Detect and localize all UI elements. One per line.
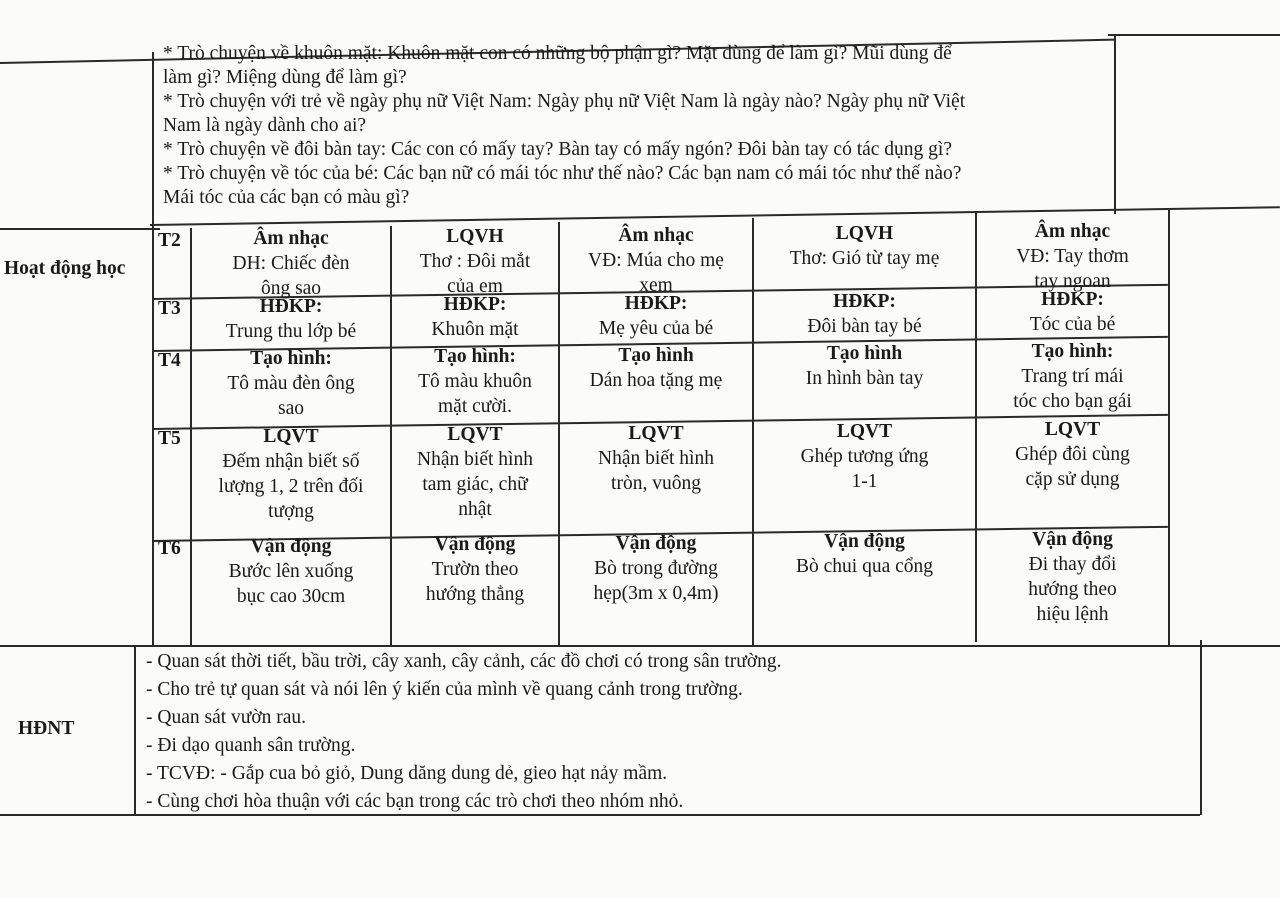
activity-text: tay ngoan <box>1034 271 1111 293</box>
activity-title: HĐKP: <box>1041 289 1104 311</box>
activity-text: hướng thẳng <box>425 584 525 606</box>
hdnt-line: - Quan sát vườn rau. <box>146 707 307 728</box>
activity-text: Đôi bàn tay bé <box>807 316 922 338</box>
activity-title: Tạo hình: <box>1031 341 1114 363</box>
activity-cell <box>754 529 975 579</box>
activity-cell <box>977 339 1168 414</box>
activity-text: Trang trí mái <box>1021 366 1124 388</box>
activity-title: HĐKP: <box>833 291 896 313</box>
intro-line: * Trò chuyện với trẻ về ngày phụ nữ Việt Nam: Ngày phụ nữ Việt Nam là ngày nào? Ngày phụ nữ Việt <box>163 91 966 112</box>
activity-title: Tạo hình: <box>250 348 332 369</box>
activity-cell <box>560 291 752 341</box>
intro-line: Nam là ngày dành cho ai? <box>163 115 367 136</box>
activity-title: Tạo hình: <box>434 346 516 368</box>
col5-border <box>1168 210 1170 645</box>
activity-text: sao <box>278 398 304 419</box>
activity-text: Thơ: Gió từ tay mẹ <box>789 248 940 270</box>
activity-text: Nhận biết hình <box>417 449 533 471</box>
hdnt-line: - Cùng chơi hòa thuận với các bạn trong các trò chơi theo nhóm nhỏ. <box>146 791 684 812</box>
activity-cell <box>392 224 558 299</box>
day-label: T2 <box>158 230 181 251</box>
activity-text: Nhận biết hình <box>598 447 714 469</box>
activity-text: Bò trong đường <box>594 557 718 579</box>
hdnt-line: - Quan sát thời tiết, bầu trời, cây xanh, cây cảnh, các đồ chơi có trong sân trường. <box>146 651 782 672</box>
activity-text: của em <box>447 276 503 298</box>
hdnt-line: - Đi dạo quanh sân trường. <box>146 735 356 756</box>
activity-text: Bò chui qua cổng <box>795 556 933 578</box>
activity-text: hiệu lệnh <box>1036 604 1109 626</box>
activity-cell <box>754 419 975 494</box>
activity-text: cặp sử dụng <box>1025 469 1120 491</box>
intro-line: làm gì? Miệng dùng để làm gì? <box>163 67 407 88</box>
top-border-right <box>1108 34 1280 36</box>
bottom-border <box>0 814 1200 816</box>
day-label: T6 <box>158 538 181 559</box>
hdnt-label: HĐNT <box>18 718 75 739</box>
intro-right-border <box>1114 34 1116 214</box>
activities-label: Hoạt động học <box>4 258 126 279</box>
activity-cell <box>754 341 975 391</box>
activity-cell <box>977 417 1168 492</box>
activity-text: tam giác, chữ <box>422 474 528 496</box>
activity-text: Tô màu khuôn <box>418 371 532 393</box>
activity-title: LQVT <box>836 421 893 443</box>
activity-text: Ghép tương ứng <box>800 446 929 468</box>
hdnt-line: - TCVĐ: - Gắp cua bỏ giỏ, Dung dăng dung dẻ, gieo hạt nảy mầm. <box>146 763 668 784</box>
intro-line: Mái tóc của các bạn có màu gì? <box>163 187 410 208</box>
activity-text: xem <box>639 274 673 296</box>
activity-cell <box>754 221 975 271</box>
activity-text: ông sao <box>260 278 322 299</box>
hdnt-top-border <box>0 645 1280 647</box>
activity-text: Khuôn mặt <box>431 319 519 341</box>
activity-text: tròn, vuông <box>611 472 701 494</box>
activity-title: LQVT <box>1044 419 1101 441</box>
hdnt-line: - Cho trẻ tự quan sát và nói lên ý kiến của mình về quang cảnh trong trường. <box>146 679 743 700</box>
activity-title: HĐKP: <box>443 294 507 316</box>
activity-text: Trung thu lớp bé <box>225 321 357 342</box>
activity-text: Trườn theo <box>431 559 519 581</box>
activity-text: DH: Chiếc đèn <box>232 253 350 274</box>
activity-title: LQVT <box>628 422 684 444</box>
activity-title: LQVH <box>835 223 894 245</box>
activity-text: 1-1 <box>851 471 878 493</box>
activity-text: Mẹ yêu của bé <box>598 317 714 339</box>
activity-text: lượng 1, 2 trên đối <box>218 476 364 497</box>
activity-cell <box>560 421 752 496</box>
activity-text: Đếm nhận biết số <box>222 451 360 472</box>
hdnt-label-border <box>134 645 136 815</box>
activity-text: nhật <box>458 499 492 521</box>
activity-title: LQVT <box>263 426 319 447</box>
activity-cell <box>392 532 558 607</box>
intro-line: * Trò chuyện về khuôn mặt: Khuôn mặt con có những bộ phận gì? Mặt dùng để làm gì? Mũi dùng để <box>163 43 952 64</box>
activity-cell <box>392 292 558 342</box>
activity-title: Vận động <box>824 531 905 553</box>
activity-text: Tóc của bé <box>1029 314 1116 336</box>
activity-title: Tạo hình <box>826 343 903 365</box>
activity-title: HĐKP: <box>624 292 688 314</box>
activity-text: VĐ: Múa cho mẹ <box>588 249 724 271</box>
activity-text: VĐ: Tay thơm <box>1016 246 1129 268</box>
activities-top-left <box>0 228 160 230</box>
activity-text: bục cao 30cm <box>236 586 346 607</box>
activity-title: HĐKP: <box>259 296 323 317</box>
activity-cell <box>192 534 390 609</box>
activity-title: LQVH <box>446 226 504 248</box>
activity-cell <box>560 343 752 393</box>
activity-title: Vận động <box>615 532 697 554</box>
hdnt-right-border <box>1200 640 1202 815</box>
activity-text: tượng <box>268 501 314 522</box>
activity-text: hẹp(3m x 0,4m) <box>593 582 719 604</box>
activity-cell <box>392 422 558 522</box>
activity-cell <box>560 223 752 298</box>
activity-cell <box>192 424 390 524</box>
activity-text: Ghép đôi cùng <box>1015 444 1130 466</box>
activity-cell <box>192 346 390 421</box>
activity-text: Thơ : Đôi mắt <box>419 251 531 273</box>
activity-text: mặt cười. <box>438 396 512 418</box>
activity-title: Tạo hình <box>618 344 694 366</box>
day-label: T5 <box>158 428 181 449</box>
activity-text: Tô màu đèn ông <box>227 373 355 394</box>
activity-title: Vận động <box>434 534 516 556</box>
activity-text: tóc cho bạn gái <box>1013 391 1132 413</box>
activity-cell <box>192 294 390 344</box>
activity-cell <box>977 527 1168 627</box>
activity-text: Đi thay đổi <box>1028 554 1117 576</box>
activity-title: Vận động <box>250 536 332 557</box>
intro-line: * Trò chuyện về tóc của bé: Các bạn nữ có mái tóc như thế nào? Các bạn nam có mái tóc như thế nào? <box>163 163 962 184</box>
activity-text: Bước lên xuống <box>228 561 354 582</box>
activity-title: Âm nhạc <box>1034 221 1111 243</box>
activity-cell <box>977 287 1168 337</box>
activity-text: Dán hoa tặng mẹ <box>589 369 723 391</box>
intro-line: * Trò chuyện về đôi bàn tay: Các con có mấy tay? Bàn tay có mấy ngón? Đôi bàn tay có tác dụng gì? <box>163 139 952 160</box>
activity-title: Âm nhạc <box>618 224 694 246</box>
activity-title: Vận động <box>1032 529 1113 551</box>
activity-text: In hình bàn tay <box>805 368 924 390</box>
activity-text: hướng theo <box>1028 579 1117 601</box>
activity-title: LQVT <box>447 424 503 446</box>
day-label: T4 <box>158 350 181 371</box>
activity-title: Âm nhạc <box>253 228 329 249</box>
activity-cell <box>560 531 752 606</box>
activity-cell <box>392 344 558 419</box>
day-label: T3 <box>158 298 181 319</box>
activity-cell <box>754 289 975 339</box>
activity-cell <box>977 219 1168 294</box>
activity-cell <box>192 226 390 301</box>
